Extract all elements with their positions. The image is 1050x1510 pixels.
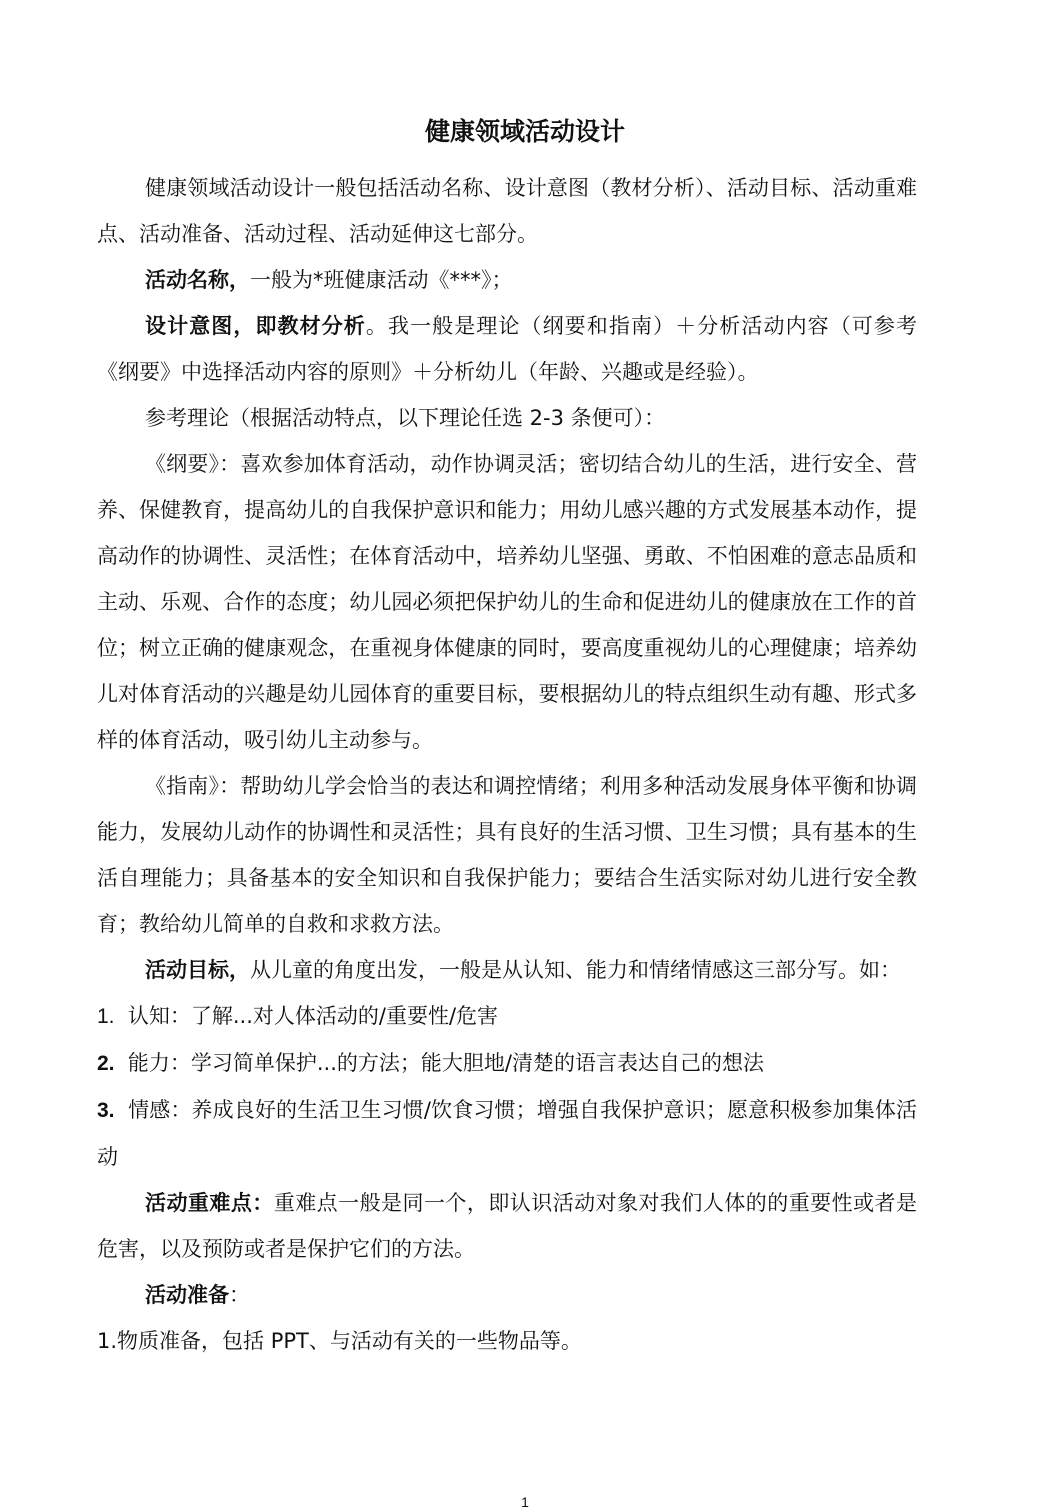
activity-name-label: 活动名称， — [145, 268, 250, 292]
preparation-heading — [97, 1272, 917, 1318]
key-points-label: 活动重难点： — [145, 1191, 274, 1215]
goal-number: 1. — [97, 1005, 115, 1028]
intro-paragraph: 健康领域活动设计一般包括活动名称、设计意图（教材分析）、活动目标、活动重难点、活动准备、活动过程、活动延伸这七部分。 — [97, 176, 917, 246]
guide-paragraph: 《指南》：帮助幼儿学会恰当的表达和调控情绪；利用多种活动发展身体平衡和协调能力，发展幼儿动作的协调性和灵活性；具有良好的生活习惯、卫生习惯；具有基本的生活自理能力；具备基本的安全知识和自我保护能力；要结合生活实际对幼儿进行安全教育；教给幼儿简单的自救和求救方法。 — [97, 774, 917, 936]
goal-item — [97, 1087, 917, 1180]
design-intent-paragraph — [97, 303, 917, 395]
page-title: 健康领域活动设计 — [424, 117, 625, 146]
goal-text: 情感：养成良好的生活卫生习惯/饮食习惯；增强自我保护意识；愿意积极参加集体活动 — [97, 1098, 917, 1169]
design-intent-text: 。我一般是理论（纲要和指南）＋分析活动内容（可参考《纲要》中选择活动内容的原则》＋分析幼儿（年龄、兴趣或是经验）。 — [97, 314, 918, 384]
preparation-suffix: ： — [229, 1283, 250, 1307]
activity-goals-label: 活动目标， — [145, 958, 250, 982]
preparation-label: 活动准备 — [145, 1283, 229, 1307]
goal-item — [97, 993, 917, 1040]
activity-name-paragraph — [97, 257, 917, 303]
design-intent-label: 设计意图，即教材分析 — [145, 314, 366, 338]
key-points-text: 重难点一般是同一个，即认识活动对象对我们人体的的重要性或者是危害，以及预防或者是保护它们的方法。 — [97, 1191, 918, 1261]
goal-number: 2. — [97, 1052, 115, 1075]
activity-name-text: 一般为*班健康活动《***》； — [250, 268, 513, 292]
preparation-item: 1.物质准备，包括 PPT、与活动有关的一些物品等。 — [97, 1329, 582, 1353]
reference-theory-paragraph: 参考理论（根据活动特点，以下理论任选 2-3 条便可）： — [145, 406, 666, 430]
document-body — [97, 165, 917, 1364]
goal-text: 能力：学习简单保护...的方法；能大胆地/清楚的语言表达自己的想法 — [127, 1051, 764, 1075]
page-number: 1 — [521, 1494, 529, 1510]
outline-paragraph: 《纲要》：喜欢参加体育活动，动作协调灵活；密切结合幼儿的生活，进行安全、营养、保健教育，提高幼儿的自我保护意识和能力；用幼儿感兴趣的方式发展基本动作，提高动作的协调性、灵活性；在体育活动中，培养幼儿坚强、勇敢、不怕困难的意志品质和主动、乐观、合作的态度；幼儿园必须把保护幼儿的生命和促进幼儿的健康放在工作的首位；树立正确的健康观念，在重视身体健康的同时，要高度重视幼儿的心理健康；培养幼儿对体育活动的兴趣是幼儿园体育的重要目标，要根据幼儿的特点组织生动有趣、形式多样的体育活动，吸引幼儿主动参与。 — [97, 452, 917, 752]
goal-number: 3. — [97, 1099, 115, 1122]
activity-goals-paragraph — [97, 947, 917, 993]
goal-item — [97, 1040, 917, 1087]
key-points-paragraph — [97, 1180, 917, 1272]
goal-text: 认知：了解...对人体活动的/重要性/危害 — [127, 1004, 499, 1028]
activity-goals-text: 从儿童的角度出发，一般是从认知、能力和情绪情感这三部分写。如： — [250, 958, 901, 982]
